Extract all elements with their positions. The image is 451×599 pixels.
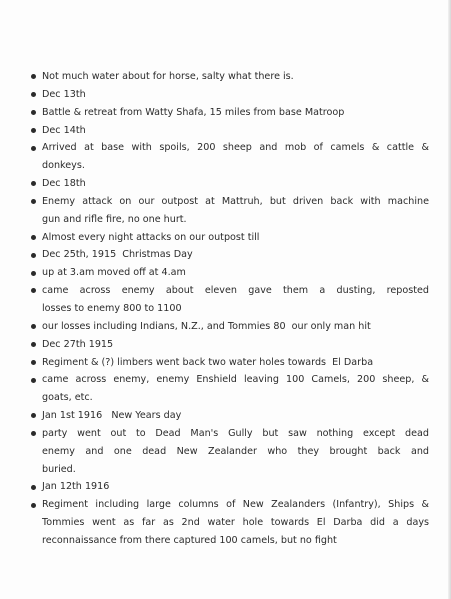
diary-entry: [31, 86, 429, 104]
entry-line: our losses including Indians, N.Z., and Tommies 80 our only man hit: [42, 320, 371, 332]
diary-entry: [31, 122, 429, 140]
diary-entry: [31, 282, 429, 318]
entry-line: Enemy attack on our outpost at Mattruh, but driven back with machine: [42, 195, 429, 207]
entry-line: Dec 27th 1915: [42, 338, 114, 350]
diary-entry: [31, 478, 429, 496]
diary-entry: [31, 193, 429, 229]
diary-entry: [31, 354, 429, 372]
diary-entry: [31, 229, 429, 247]
entry-line: Battle & retreat from Watty Shafa, 15 miles from base Matroop: [42, 106, 345, 118]
diary-entry: [31, 104, 429, 122]
entry-line: party went out to Dead Man's Gully but saw nothing except dead: [42, 427, 429, 439]
entry-line: Regiment including large columns of New Zealanders (Infantry), Ships &: [42, 499, 429, 511]
diary-entry: [31, 336, 429, 354]
entry-line: Regiment & (?) limbers went back two water holes towards El Darba: [42, 356, 374, 368]
entry-line: Almost every night attacks on our outpost till: [42, 231, 260, 243]
entry-line: Dec 25th, 1915 Christmas Day: [42, 249, 193, 261]
entry-line: gun and rifle fire, no one hurt.: [42, 213, 187, 225]
entry-line: reconnaissance from there captured 100 camels, but no fight: [42, 534, 337, 546]
entry-line: Jan 12th 1916: [42, 481, 110, 493]
entry-line: came across enemy about eleven gave them a dusting, reposted: [42, 285, 429, 297]
diary-entry: [31, 425, 429, 479]
entry-line: Not much water about for horse, salty what there is.: [42, 71, 294, 82]
diary-entry: [31, 371, 429, 407]
diary-bullet-list: [31, 68, 429, 550]
entry-line: Dec 13th: [42, 88, 86, 100]
entry-line: donkeys.: [42, 160, 85, 172]
diary-entry: [31, 68, 429, 86]
entry-line: Dec 14th: [42, 124, 86, 136]
entry-line: losses to enemy 800 to 1100: [42, 302, 182, 314]
diary-entry: [31, 496, 429, 550]
entry-line: came across enemy, enemy Enshield leaving 100 Camels, 200 sheep, &: [42, 374, 429, 386]
diary-entry: [31, 318, 429, 336]
diary-entry: [31, 264, 429, 282]
diary-entry: [31, 139, 429, 175]
diary-entry: [31, 407, 429, 425]
entry-line: Jan 1st 1916 New Years day: [42, 410, 182, 422]
entry-line: Dec 18th: [42, 178, 86, 190]
entry-line: Arrived at base with spoils, 200 sheep and mob of camels & cattle &: [42, 142, 429, 154]
entry-line: buried.: [42, 463, 76, 475]
diary-entry: [31, 175, 429, 193]
diary-entry: [31, 246, 429, 264]
entry-line: goats, etc.: [42, 392, 93, 404]
entry-line: enemy and one dead New Zealander who they brought back and: [42, 445, 429, 457]
entry-line: up at 3.am moved off at 4.am: [42, 267, 186, 279]
entry-line: Tommies went as far as 2nd water hole towards El Darba did a days: [42, 517, 429, 529]
